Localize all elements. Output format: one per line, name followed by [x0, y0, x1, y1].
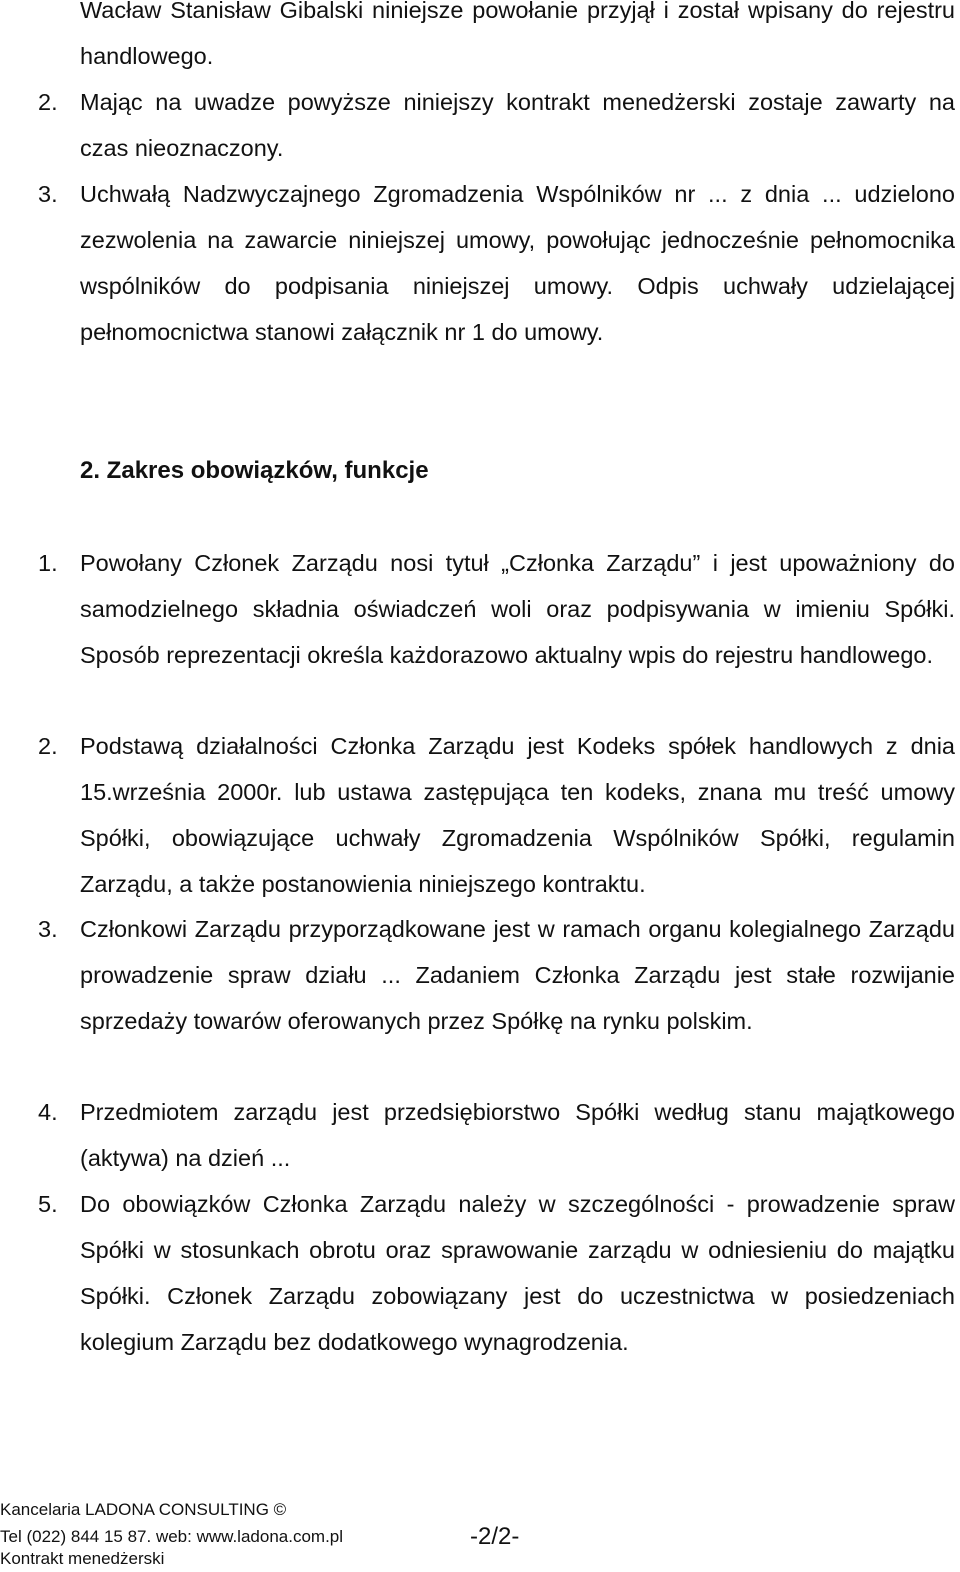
list-item: Przedmiotem zarządu jest przedsiębiorstwo Spółki według stanu majątkowego (aktywa) na dzień ...	[80, 1099, 955, 1171]
footer-doc-title: Kontrakt menedżerski	[0, 1549, 165, 1568]
footer-company: Kancelaria LADONA CONSULTING ©	[0, 1500, 287, 1519]
list-item: Mając na uwadze powyższe niniejszy kontrakt menedżerski zostaje zawarty na czas nieoznaczony.	[80, 89, 955, 161]
footer-contact: Tel (022) 844 15 87. web: www.ladona.com.pl	[0, 1527, 344, 1546]
list-item: Do obowiązków Członka Zarządu należy w szczególności - prowadzenie spraw Spółki w stosunkach obrotu oraz sprawowanie zarządu w odniesieniu do majątku Spółki. Członek Zarządu zobowiązany jest do uczestnictwa w posiedzeniach kolegium Zarządu bez dodatkowego wynagrodzenia.	[80, 1191, 955, 1355]
item-number: 1.	[38, 550, 58, 576]
list-item: Członkowi Zarządu przyporządkowane jest w ramach organu kolegialnego Zarządu prowadzenie spraw działu ... Zadaniem Członka Zarządu jest stałe rozwijanie sprzedaży towarów oferowanych przez Spółkę na rynku polskim.	[80, 916, 955, 1034]
item-number: 2.	[38, 89, 58, 115]
list-item: Podstawą działalności Członka Zarządu jest Kodeks spółek handlowych z dnia 15.września 2000r. lub ustawa zastępująca ten kodeks, znana mu treść umowy Spółki, obowiązujące uchwały Zgromadzenia Wspólników Spółki, regulamin Zarządu, a także postanowienia niniejszego kontraktu.	[80, 733, 955, 897]
page-number: -2/2-	[470, 1523, 520, 1550]
list-item: Powołany Członek Zarządu nosi tytuł „Członka Zarządu” i jest upoważniony do samodzielnego składnia oświadczeń woli oraz podpisywania w imieniu Spółki. Sposób reprezentacji określa każdorazowo aktualny wpis do rejestru handlowego.	[80, 550, 955, 668]
section-heading: 2. Zakres obowiązków, funkcje	[80, 457, 429, 484]
item-number: 3.	[38, 916, 58, 942]
item-number: 4.	[38, 1099, 58, 1125]
item-number: 2.	[38, 733, 58, 759]
list-item: Uchwałą Nadzwyczajnego Zgromadzenia Wspólników nr ... z dnia ... udzielono zezwolenia na zawarcie niniejszej umowy, powołując jednocześnie pełnomocnika wspólników do podpisania niniejszej umowy. Odpis uchwały udzielającej pełnomocnictwa stanowi załącznik nr 1 do umowy.	[80, 181, 955, 345]
paragraph-continuation: Wacław Stanisław Gibalski niniejsze powołanie przyjął i został wpisany do rejestru handlowego.	[80, 0, 955, 69]
item-number: 3.	[38, 181, 58, 207]
item-number: 5.	[38, 1191, 58, 1217]
